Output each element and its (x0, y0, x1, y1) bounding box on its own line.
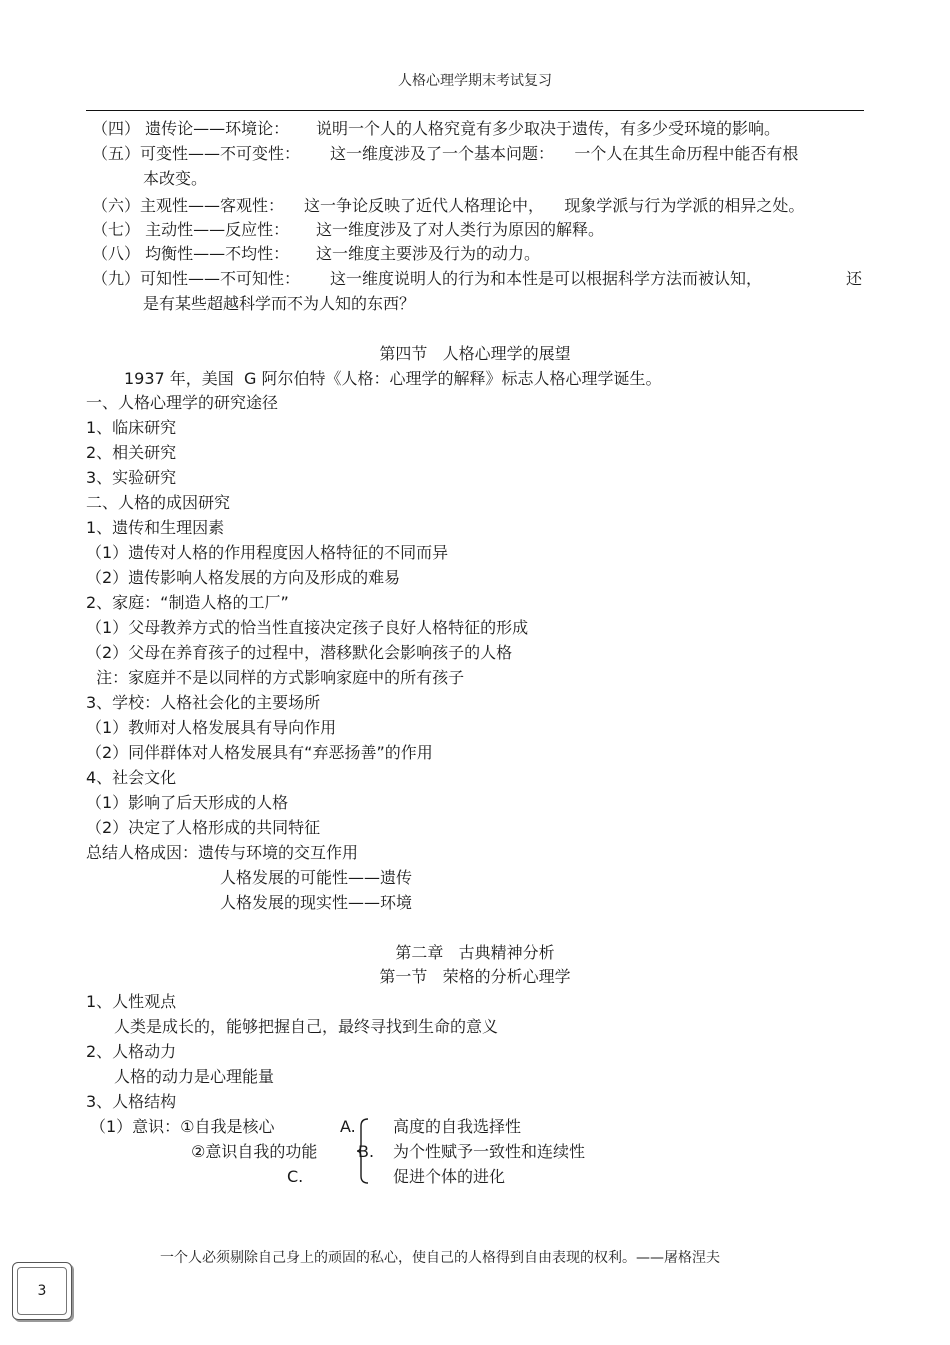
list-item: （1）父母教养方式的恰当性直接决定孩子良好人格特征的形成 (86, 618, 529, 637)
chapter-title: 第二章 古典精神分析 (395, 943, 555, 962)
option-b: B. (358, 1142, 375, 1161)
dimension-6-text: 这一争论反映了近代人格理论中， 现象学派与行为学派的相异之处。 (304, 196, 805, 215)
list-item: 3、实验研究 (86, 468, 177, 487)
list-item: 2、家庭：“制造人格的工厂” (86, 593, 289, 612)
dimension-9-text: 这一维度说明人的行为和本性是可以根据科学方法而被认知， (330, 269, 763, 288)
dimension-8-label: （八） 均衡性——不均性： (92, 244, 290, 263)
list-item: （2）同伴群体对人格发展具有“弃恶扬善”的作用 (86, 743, 433, 762)
chapter-section-title: 第一节 荣格的分析心理学 (379, 967, 571, 986)
dimension-6-label: （六）主观性——客观性： (92, 196, 285, 215)
footer-quote: 一个人必须剔除自己身上的顽固的私心，使自己的人格得到自由表现的权利。——屠格涅夫 (160, 1250, 720, 1266)
section-title: 第四节 人格心理学的展望 (379, 344, 571, 363)
list-item: 4、社会文化 (86, 768, 177, 787)
list-item: 3、学校：人格社会化的主要场所 (86, 693, 321, 712)
option-c: C. (287, 1167, 304, 1186)
consciousness-label: （1）意识：①自我是核心 (90, 1117, 275, 1136)
list-item: 总结人格成因：遗传与环境的交互作用 (86, 843, 359, 862)
list-item: 1、临床研究 (86, 418, 177, 437)
list-item: 2、人格动力 (86, 1042, 177, 1061)
summary-heredity: 人格发展的可能性——遗传 (220, 868, 413, 887)
dimension-5-label: （五）可变性——不可变性： (92, 144, 301, 163)
page-number-box (12, 1262, 72, 1320)
list-item: 二、人格的成因研究 (86, 493, 231, 512)
curly-brace-icon (356, 1118, 370, 1184)
list-item: 一、人格心理学的研究途径 (86, 393, 279, 412)
dimension-9-label: （九）可知性——不可知性： (92, 269, 301, 288)
list-item: 1、遗传和生理因素 (86, 518, 225, 537)
list-item: 2、相关研究 (86, 443, 177, 462)
dimension-4-label: （四） 遗传论——环境论： (92, 119, 290, 138)
dimension-9-cont: 是有某些超越科学而不为人知的东西？ (143, 294, 416, 313)
list-item-text: 人格的动力是心理能量 (114, 1067, 275, 1086)
page-header-title: 人格心理学期末考试复习 (398, 73, 552, 89)
list-item: （2）遗传影响人格发展的方向及形成的难易 (86, 568, 401, 587)
function-b: 为个性赋予一致性和连续性 (393, 1142, 586, 1161)
dimension-5-text: 这一维度涉及了一个基本问题： 一个人在其生命历程中能否有根 (330, 144, 799, 163)
dimension-5-cont: 本改变。 (143, 169, 208, 188)
list-item: （1）教师对人格发展具有导向作用 (86, 718, 337, 737)
function-a: 高度的自我选择性 (393, 1117, 522, 1136)
dimension-4-text: 说明一个人的人格究竟有多少取决于遗传，有多少受环境的影响。 (316, 119, 781, 138)
list-item: （2）决定了人格形成的共同特征 (86, 818, 321, 837)
section-intro: 1937 年，美国 G 阿尔伯特《人格：心理学的解释》标志人格心理学诞生。 (124, 369, 662, 388)
summary-environment: 人格发展的现实性——环境 (220, 893, 413, 912)
list-item: 3、人格结构 (86, 1092, 177, 1111)
dimension-9-tail: 还 (846, 269, 863, 288)
function-c: 促进个体的进化 (393, 1167, 506, 1186)
dimension-7-label: （七） 主动性——反应性： (92, 220, 290, 239)
list-item: 1、人性观点 (86, 992, 177, 1011)
dimension-7-text: 这一维度涉及了对人类行为原因的解释。 (316, 220, 605, 239)
consciousness-function: ②意识自我的功能 (191, 1142, 318, 1161)
page-number: 3 (17, 1267, 67, 1315)
header-divider (86, 110, 864, 111)
list-item: （1）遗传对人格的作用程度因人格特征的不同而异 (86, 543, 449, 562)
list-item-text: 人类是成长的，能够把握自己，最终寻找到生命的意义 (114, 1017, 499, 1036)
option-a: A. (340, 1117, 356, 1136)
list-item: 注：家庭并不是以同样的方式影响家庭中的所有孩子 (86, 668, 465, 687)
list-item: （1）影响了后天形成的人格 (86, 793, 289, 812)
dimension-8-text: 这一维度主要涉及行为的动力。 (316, 244, 541, 263)
list-item: （2）父母在养育孩子的过程中，潜移默化会影响孩子的人格 (86, 643, 513, 662)
